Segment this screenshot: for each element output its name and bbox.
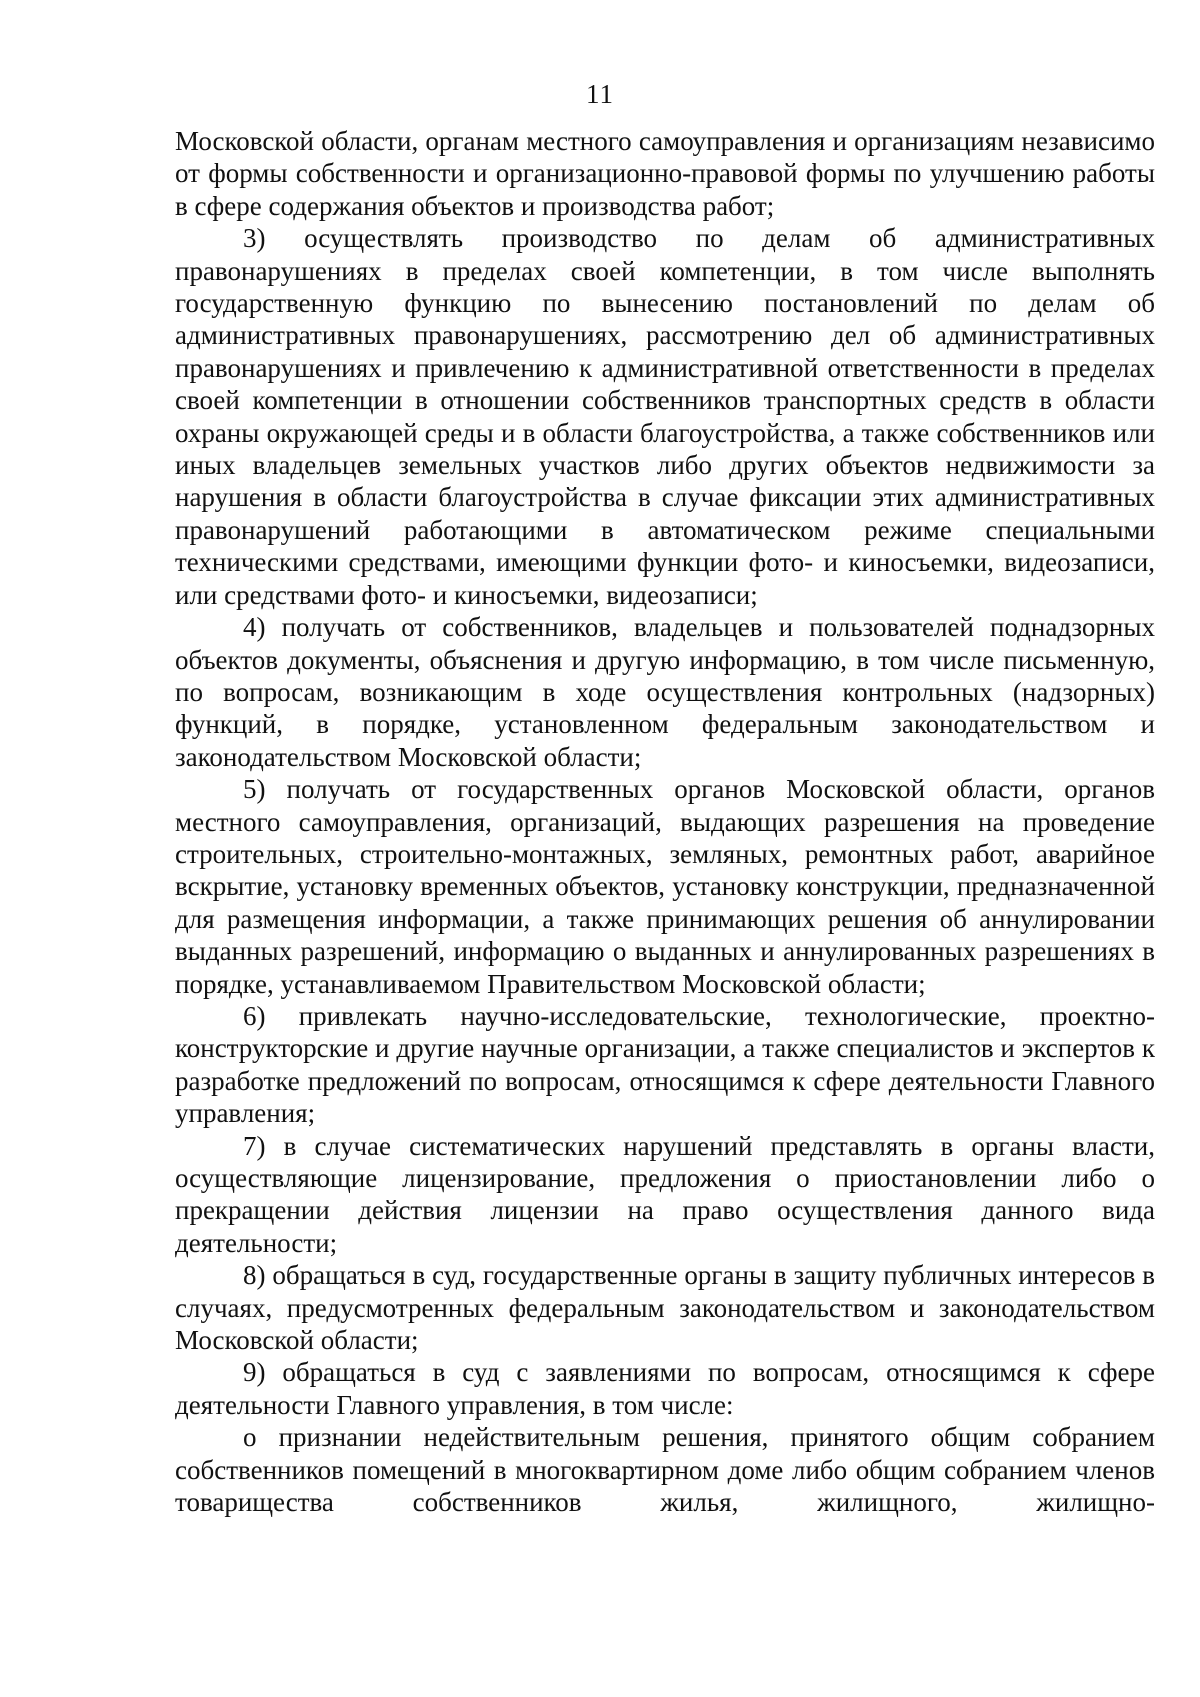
- paragraph-item-5: 5) получать от государственных органов Московской области, органов местного самоуправления, организаций, выдающих разрешения на проведение строительных, строительно-монтажных, земляных, ремонтных работ, аварийное вскрытие, установку временных объектов, установку конструкции, предназначенной для размещения информации, а также принимающих решения об аннулировании выданных разрешений, информацию о выданных и аннулированных разрешениях в порядке, устанавливаемом Правительством Московской области;: [175, 774, 1155, 999]
- paragraph-item-4: 4) получать от собственников, владельцев и пользователей поднадзорных объектов документы, объяснения и другую информацию, в том числе письменную, по вопросам, возникающим в ходе осуществления контрольных (надзорных) функций, в порядке, установленном федеральным законодательством и законодательством Московской области;: [175, 612, 1155, 772]
- paragraph-continuation: Московской области, органам местного самоуправления и организациям независимо от формы собственности и организационно-правовой формы по улучшению работы в сфере содержания объектов и производства работ;: [175, 126, 1155, 221]
- paragraph-subitem-invalidity: о признании недействительным решения, принятого общим собранием собственников помещений в многоквартирном доме либо общим собранием членов товарищества собственников жилья, жилищного, жилищно-: [175, 1422, 1155, 1518]
- paragraph-item-9: 9) обращаться в суд с заявлениями по вопросам, относящимся к сфере деятельности Главного управления, в том числе:: [175, 1357, 1155, 1420]
- paragraph-item-8: 8) обращаться в суд, государственные органы в защиту публичных интересов в случаях, предусмотренных федеральным законодательством и законодательством Московской области;: [175, 1260, 1155, 1356]
- document-body: [175, 125, 1155, 1518]
- paragraph-item-6: 6) привлекать научно-исследовательские, технологические, проектно-конструкторские и другие научные организации, а также специалистов и экспертов к разработке предложений по вопросам, относящимся к сфере деятельности Главного управления;: [175, 1000, 1155, 1129]
- paragraph-item-7: 7) в случае систематических нарушений представлять в органы власти, осуществляющие лицензирование, предложения о приостановлении либо о прекращении действия лицензии на право осуществления данного вида деятельности;: [175, 1130, 1155, 1258]
- paragraph-item-3: 3) осуществлять производство по делам об административных правонарушениях в пределах своей компетенции, в том числе выполнять государственную функцию по вынесению постановлений по делам об административных правонарушениях, рассмотрению дел об административных правонарушениях и привлечению к административной ответственности в пределах своей компетенции в отношении собственников транспортных средств в области охраны окружающей среды и в области благоустройства, а также собственников или иных владельцев земельных участков либо других объектов недвижимости за нарушения в области благоустройства в случае фиксации этих административных правонарушений работающими в автоматическом режиме специальными техническими средствами, имеющими функции фото- и киносъемки, видеозаписи, или средствами фото- и киносъемки, видеозаписи;: [175, 223, 1155, 610]
- page-number: 11: [586, 79, 614, 109]
